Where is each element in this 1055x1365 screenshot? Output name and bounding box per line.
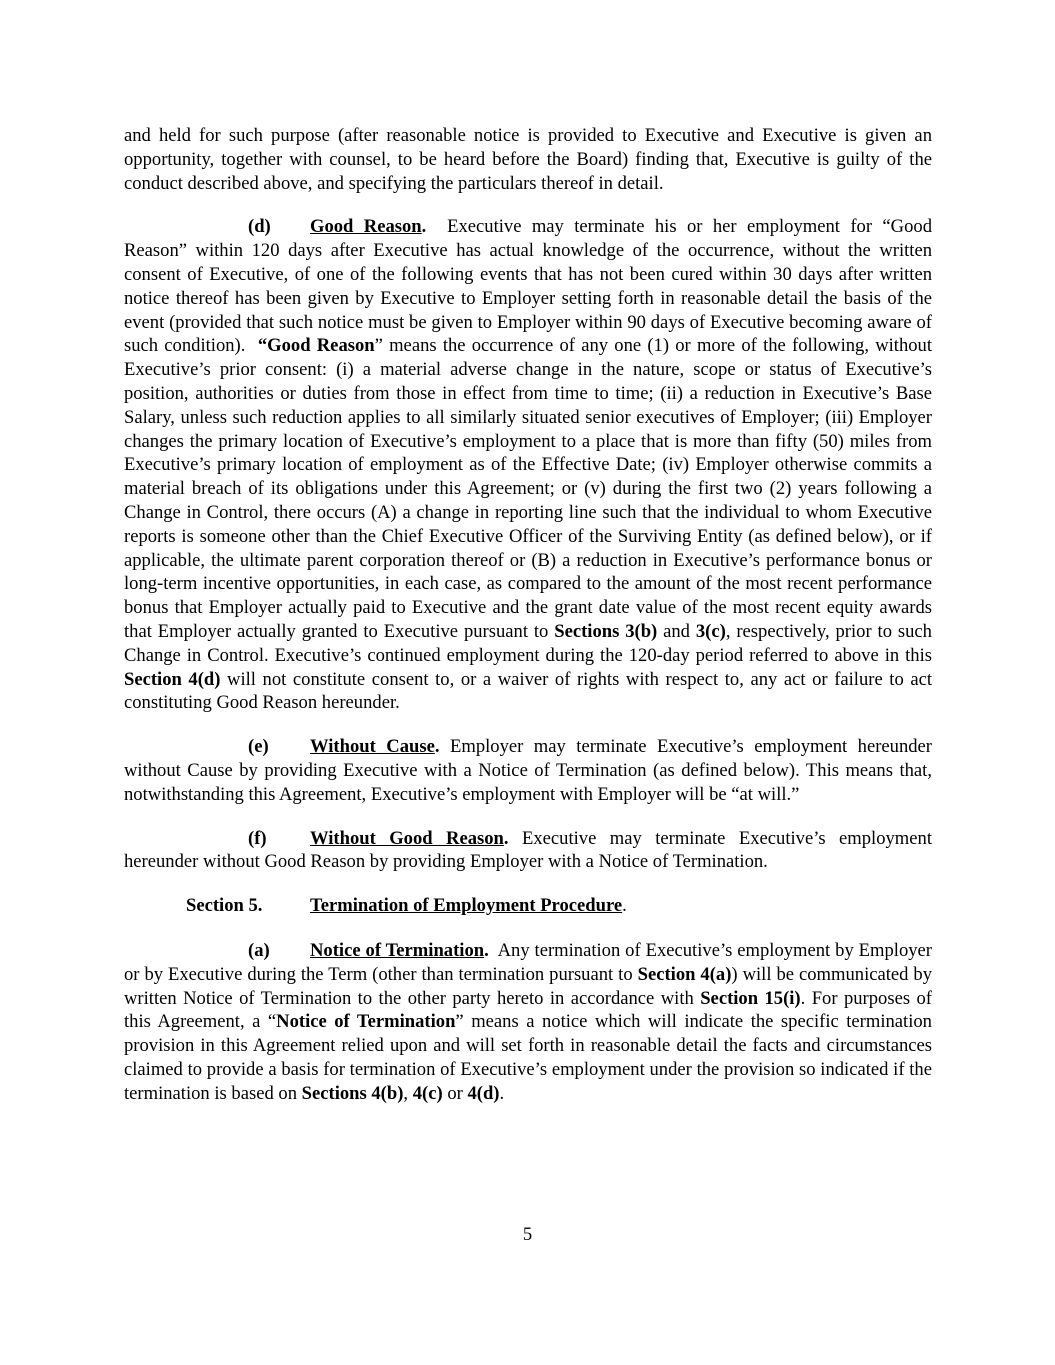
section-4d-label: (d)	[248, 216, 271, 238]
section-4e-heading: Without Cause	[310, 736, 435, 758]
section-4f-heading: Without Good Reason	[310, 827, 504, 849]
section-5-heading-line: Section 5. Termination of Employment Procedure.	[186, 895, 627, 917]
section-5a-heading: Notice of Termination	[310, 939, 485, 961]
section-5a-label: (a)	[248, 939, 270, 961]
section-4d-paragraph: (d) Good Reason. Executive may terminate his or her employment for “Good Reason” within 120 days after Executive has actual knowledge of the occurrence, without the written consent of Executive, of one of the following events that has not been cured within 30 days after written notice thereof has been given by Executive to Employer setting forth in reasonable detail the basis of the event (provided that such notice must be given to Employer within 90 days of Executive becoming aware of such condition). “Good Reason” means the occurrence of any one (1) or more of the following, without Executive’s prior consent: (i) a material adverse change in the nature, scope or status of Executive’s position, authorities or duties from those in effect from time to time; (ii) a reduction in Executive’s Base Salary, unless such reduction applies to all similarly situated senior executives of Employer; (iii) Employer changes the primary location of Executive’s employment to a place that is more than fifty (50) miles from Executive’s primary location of employment as of the Effective Date; (iv) Employer otherwise commits a material breach of its obligations under this Agreement; or (v) during the first two (2) years following a Change in Control, there occurs (A) a change in reporting line such that the individual to whom Executive reports is someone other than the Chief Executive Officer of the Surviving Entity (as defined below), or if applicable, the ultimate parent corporation thereof or (B) a reduction in Executive’s performance bonus or long-term incentive opportunities, in each case, as compared to the amount of the most recent performance bonus that Employer actually paid to Executive and the grant date value of the most recent equity awards that Employer actually granted to Executive pursuant to Sections 3(b) and 3(c), respectively, prior to such Change in Control. Executive’s continued employment during the 120-day period referred to above in this Section 4(d) will not constitute consent to, or a waiver of rights with respect to, any act or failure to act constituting Good Reason hereunder.	[124, 216, 933, 714]
section-4d-heading: Good Reason	[310, 216, 422, 238]
section-4f-paragraph: (f) Without Good Reason. Executive may terminate Executive’s employment hereunder without Good Reason by providing Employer with a Notice of Termination.	[124, 827, 932, 873]
section-4f-label: (f)	[248, 827, 267, 849]
section-5-label: Section 5.	[186, 895, 263, 917]
document-page	[124, 124, 932, 1105]
section-4e-label: (e)	[248, 736, 269, 758]
section-5-heading: Termination of Employment Procedure	[310, 895, 623, 917]
section-4e-paragraph: (e) Without Cause. Employer may terminate Executive’s employment hereunder without Cause by providing Executive with a Notice of Termination (as defined below). This means that, notwithstanding this Agreement, Executive’s employment with Employer will be “at will.”	[124, 736, 933, 805]
section-5a-paragraph: (a) Notice of Termination. Any termination of Executive’s employment by Employer or by Executive during the Term (other than termination pursuant to Section 4(a)) will be communicated by written Notice of Termination to the other party hereto in accordance with Section 15(i). For purposes of this Agreement, a “Notice of Termination” means a notice which will indicate the specific termination provision in this Agreement relied upon and will set forth in reasonable detail the facts and circumstances claimed to provide a basis for termination of Executive’s employment under the provision so indicated if the termination is based on Sections 4(b), 4(c) or 4(d).	[124, 939, 933, 1104]
intro-paragraph: and held for such purpose (after reasonable notice is provided to Executive and Executive is given an opportunity, together with counsel, to be heard before the Board) finding that, Executive is guilty of the conduct described above, and specifying the particulars thereof in detail.	[124, 125, 932, 194]
page-number: 5	[522, 1224, 533, 1245]
